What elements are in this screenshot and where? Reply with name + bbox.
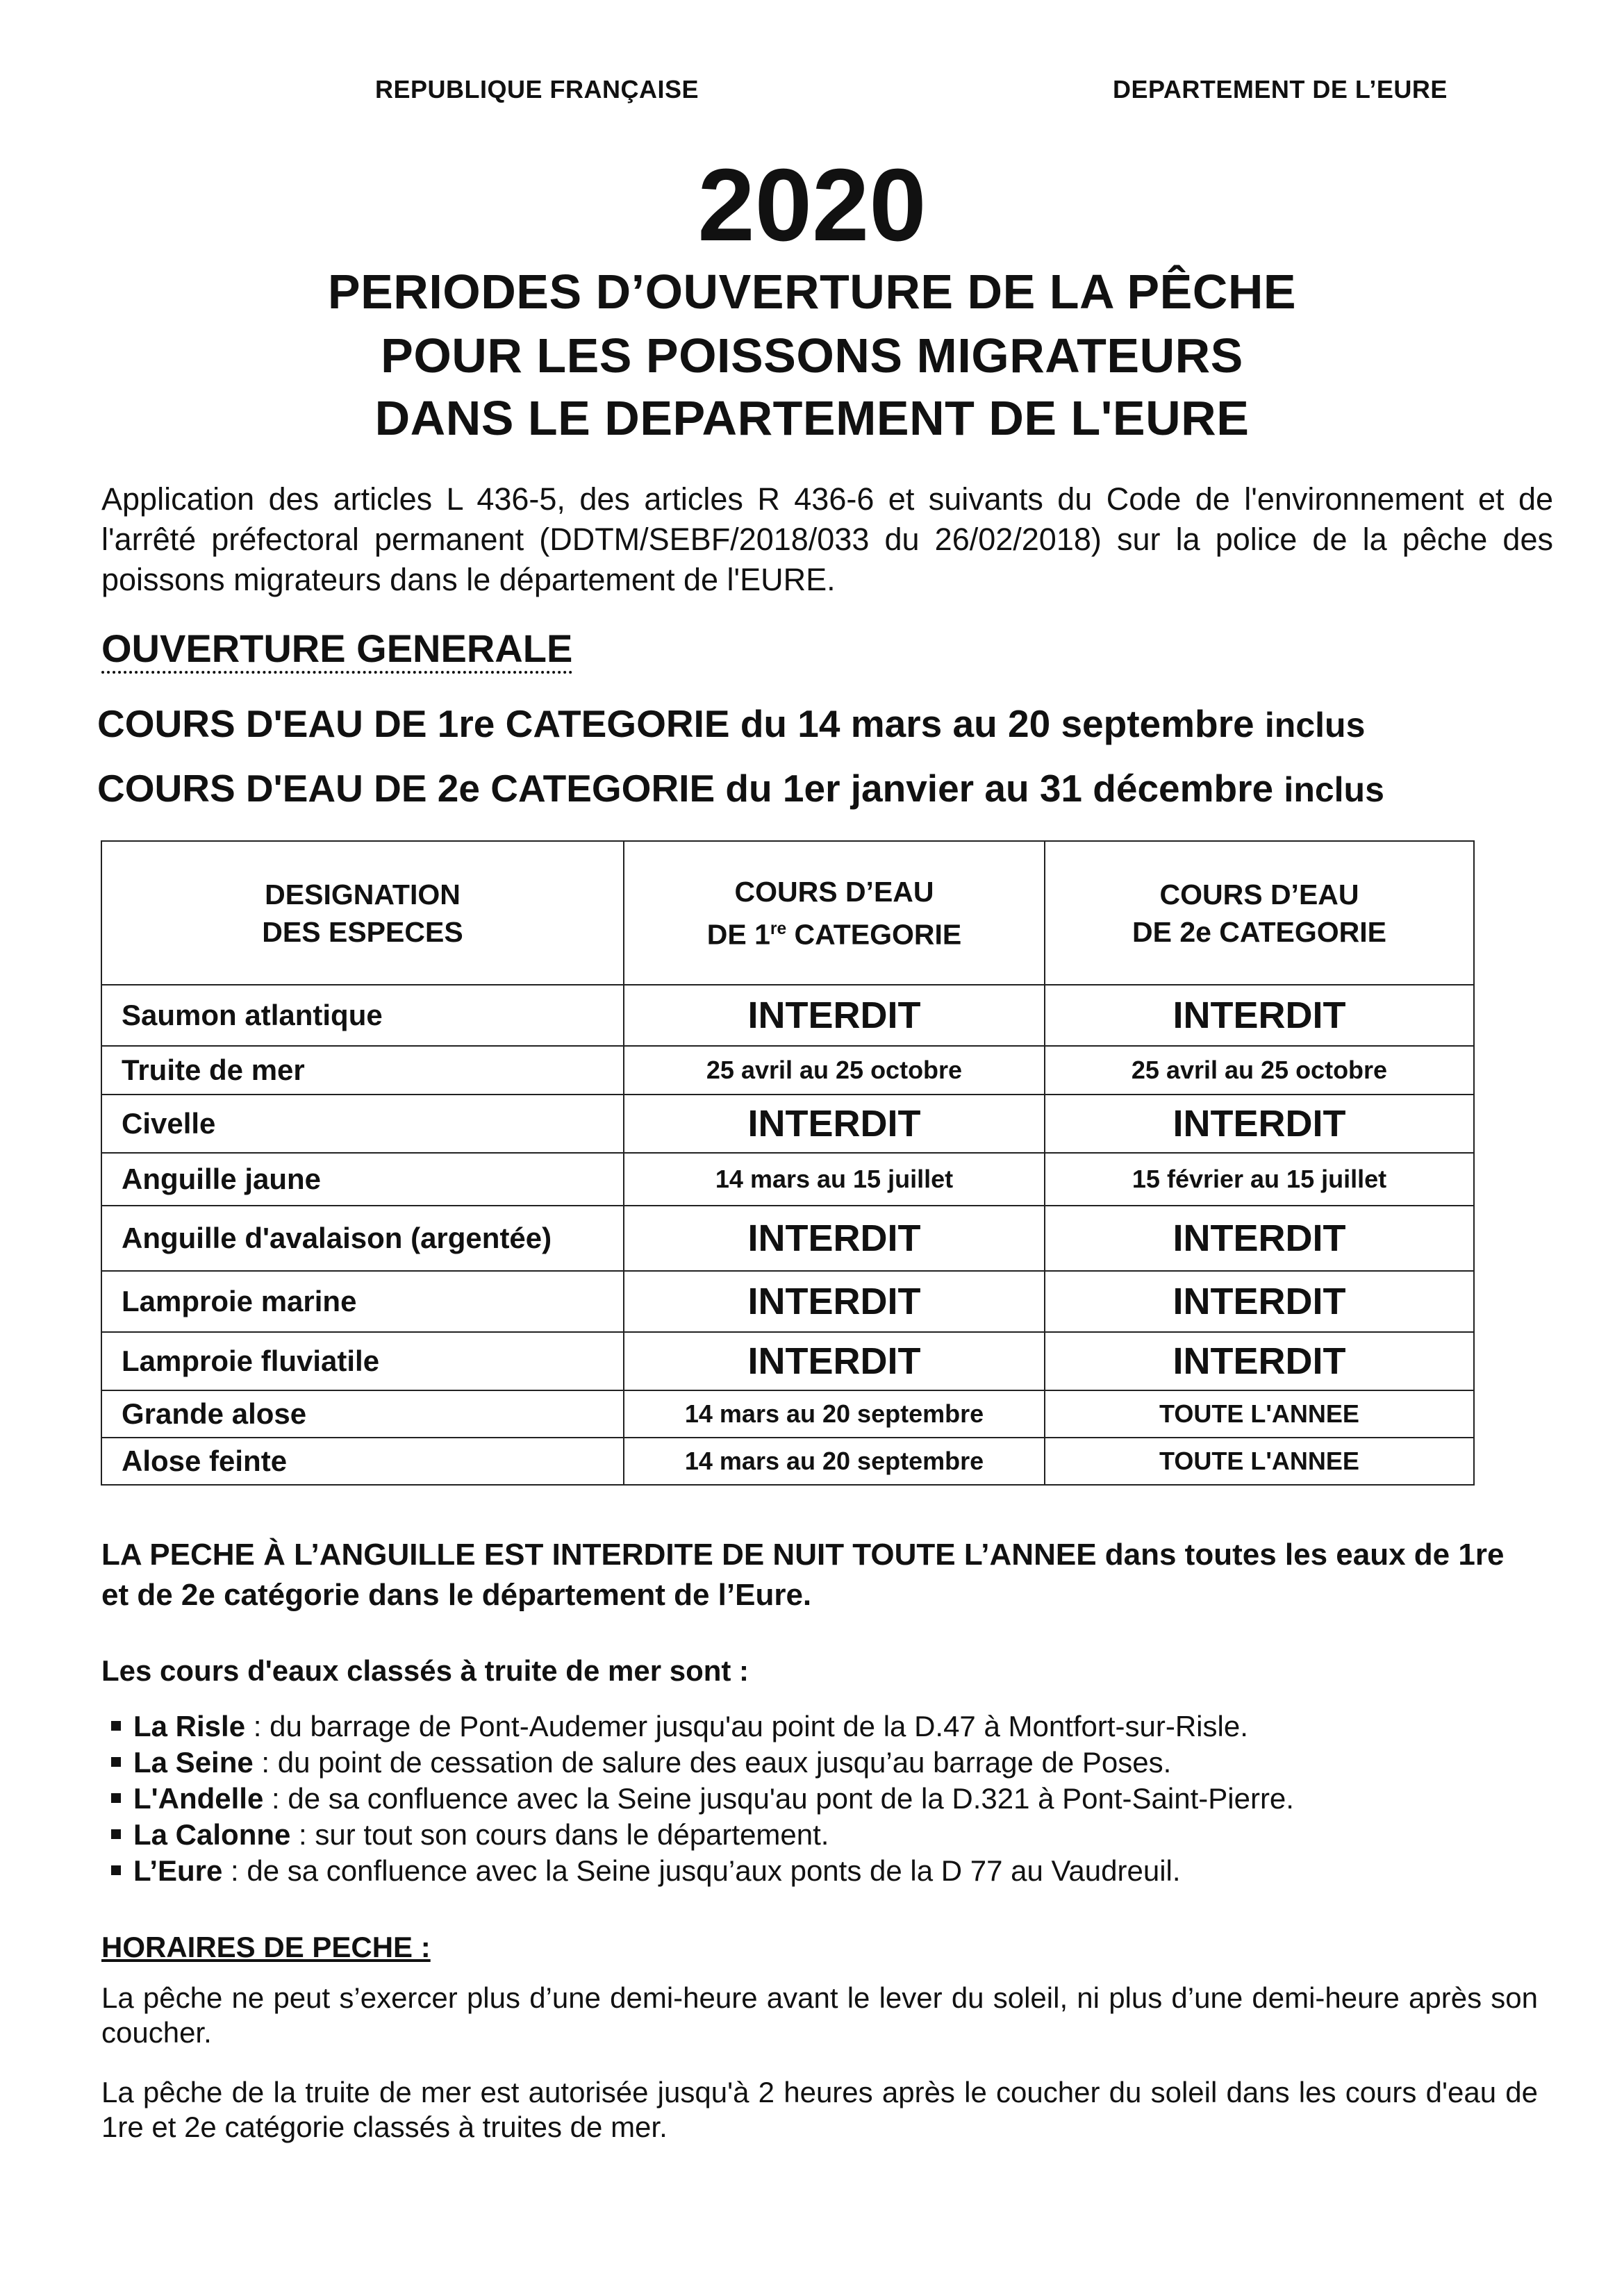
river-desc: : de sa confluence avec la Seine jusqu'au pont de la D.321 à Pont-Saint-Pierre. <box>263 1782 1294 1815</box>
category-1-period-cell: INTERDIT <box>624 1095 1045 1153</box>
table-body <box>101 985 1474 1485</box>
category-1-period-cell: 14 mars au 20 septembre <box>624 1390 1045 1438</box>
header-cat1-line2-pre: DE 1 <box>706 918 770 951</box>
category-2-period-cell: TOUTE L'ANNEE <box>1045 1438 1474 1485</box>
square-bullet-icon <box>111 1757 121 1767</box>
category-1-period-cell: 14 mars au 20 septembre <box>624 1438 1045 1485</box>
table-row <box>101 1153 1474 1206</box>
species-name-cell: Anguille jaune <box>101 1153 624 1206</box>
document-year: 2020 <box>697 148 927 263</box>
category-1-opening <box>97 702 1366 745</box>
species-name-cell: Civelle <box>101 1095 624 1153</box>
river-name: L'Andelle <box>133 1782 264 1815</box>
header-category-2 <box>1045 841 1474 985</box>
sea-trout-rivers-heading: Les cours d'eaux classés à truite de mer sont : <box>101 1654 749 1687</box>
list-item <box>111 1708 1570 1745</box>
list-item <box>111 1781 1570 1817</box>
category-1-period-cell: 14 mars au 15 juillet <box>624 1153 1045 1206</box>
sea-trout-rivers-list <box>111 1708 1570 1889</box>
river-desc: : du barrage de Pont-Audemer jusqu'au point de la D.47 à Montfort-sur-Risle. <box>245 1710 1248 1742</box>
list-item <box>111 1853 1570 1889</box>
category-2-period-cell: TOUTE L'ANNEE <box>1045 1390 1474 1438</box>
category-1-period-cell: INTERDIT <box>624 985 1045 1046</box>
table-row <box>101 1438 1474 1485</box>
river-desc: : de sa confluence avec la Seine jusqu’aux ponts de la D 77 au Vaudreuil. <box>222 1854 1181 1887</box>
square-bullet-icon <box>111 1829 121 1839</box>
river-name: La Seine <box>133 1746 254 1779</box>
table-row <box>101 1206 1474 1271</box>
header-species-line2: DES ESPECES <box>262 915 463 948</box>
category-2-period-cell: INTERDIT <box>1045 1271 1474 1332</box>
species-table <box>101 840 1475 1486</box>
eel-night-ban-notice: LA PECHE À L’ANGUILLE EST INTERDITE DE NUIT TOUTE L’ANNEE dans toutes les eaux de 1re et de 2e catégorie dans le département de l’Eure. <box>101 1538 1505 1612</box>
table-row <box>101 985 1474 1046</box>
category-1-period-cell: INTERDIT <box>624 1271 1045 1332</box>
category-2-period-cell: INTERDIT <box>1045 985 1474 1046</box>
species-name-cell: Truite de mer <box>101 1046 624 1095</box>
header-departement: DEPARTEMENT DE L’EURE <box>1113 75 1448 103</box>
header-category-1 <box>624 841 1045 985</box>
species-name-cell: Lamproie fluviatile <box>101 1332 624 1390</box>
header-species <box>101 841 624 985</box>
species-name-cell: Grande alose <box>101 1390 624 1438</box>
category-2-period-cell: INTERDIT <box>1045 1332 1474 1390</box>
species-name-cell: Anguille d'avalaison (argentée) <box>101 1206 624 1271</box>
table-header-row <box>101 841 1474 985</box>
header-species-line1: DESIGNATION <box>265 878 461 910</box>
fishing-hours-paragraph-2: La pêche de la truite de mer est autorisée jusqu'à 2 heures après le coucher du soleil dans les cours d'eau de 1re et 2e catégorie classés à truites de mer. <box>101 2076 1538 2143</box>
species-name-cell: Lamproie marine <box>101 1271 624 1332</box>
intro-paragraph: Application des articles L 436-5, des articles R 436-6 et suivants du Code de l'environnement et de l'arrêté préfectoral permanent (DDTM/SEBF/2018/033 du 26/02/2018) sur la police de la pêche des poissons migrateurs dans le département de l'EURE. <box>101 481 1553 597</box>
category-2-suffix: inclus <box>1284 770 1384 809</box>
category-1-period-cell: 25 avril au 25 octobre <box>624 1046 1045 1095</box>
header-cat2-line2: DE 2e CATEGORIE <box>1132 915 1387 948</box>
list-item <box>111 1817 1570 1853</box>
river-name: La Calonne <box>133 1818 291 1851</box>
header-republique: REPUBLIQUE FRANÇAISE <box>375 75 699 103</box>
list-item <box>111 1745 1570 1781</box>
title-line-3: DANS LE DEPARTEMENT DE L'EURE <box>374 391 1250 445</box>
category-1-label: COURS D'EAU DE 1re CATEGORIE <box>97 702 730 745</box>
table-row <box>101 1271 1474 1332</box>
category-1-suffix: inclus <box>1264 706 1366 744</box>
river-name: La Risle <box>133 1710 246 1742</box>
header-cat1-sup: re <box>770 919 787 938</box>
category-2-period-cell: 25 avril au 25 octobre <box>1045 1046 1474 1095</box>
header-cat1-line2-post: CATEGORIE <box>786 918 962 951</box>
category-2-period-cell: INTERDIT <box>1045 1095 1474 1153</box>
fishing-hours-heading: HORAIRES DE PECHE : <box>101 1931 431 1963</box>
category-1-period: du 14 mars au 20 septembre <box>740 702 1254 745</box>
square-bullet-icon <box>111 1865 121 1875</box>
table-row <box>101 1390 1474 1438</box>
table-row <box>101 1332 1474 1390</box>
species-name-cell: Alose feinte <box>101 1438 624 1485</box>
fishing-hours-paragraph-1: La pêche ne peut s’exercer plus d’une demi-heure avant le lever du soleil, ni plus d’une demi-heure après son coucher. <box>101 1981 1538 2049</box>
category-2-period: du 1er janvier au 31 décembre <box>725 767 1274 810</box>
title-line-2: POUR LES POISSONS MIGRATEURS <box>381 328 1243 383</box>
category-2-label: COURS D'EAU DE 2e CATEGORIE <box>97 767 715 810</box>
table-row <box>101 1046 1474 1095</box>
river-desc: : sur tout son cours dans le département. <box>290 1818 829 1851</box>
header-cat2-line1: COURS D’EAU <box>1159 878 1359 910</box>
general-opening-heading: OUVERTURE GENERALE <box>101 629 572 674</box>
species-name-cell: Saumon atlantique <box>101 985 624 1046</box>
header-cat1-line1: COURS D’EAU <box>734 875 934 908</box>
title-line-1: PERIODES D’OUVERTURE DE LA PÊCHE <box>327 265 1297 319</box>
river-desc: : du point de cessation de salure des eaux jusqu’au barrage de Poses. <box>253 1746 1172 1779</box>
category-1-period-cell: INTERDIT <box>624 1332 1045 1390</box>
square-bullet-icon <box>111 1793 121 1803</box>
category-2-opening <box>97 767 1384 810</box>
category-1-period-cell: INTERDIT <box>624 1206 1045 1271</box>
river-name: L’Eure <box>133 1854 223 1887</box>
category-2-period-cell: INTERDIT <box>1045 1206 1474 1271</box>
category-2-period-cell: 15 février au 15 juillet <box>1045 1153 1474 1206</box>
square-bullet-icon <box>111 1721 121 1731</box>
table-row <box>101 1095 1474 1153</box>
